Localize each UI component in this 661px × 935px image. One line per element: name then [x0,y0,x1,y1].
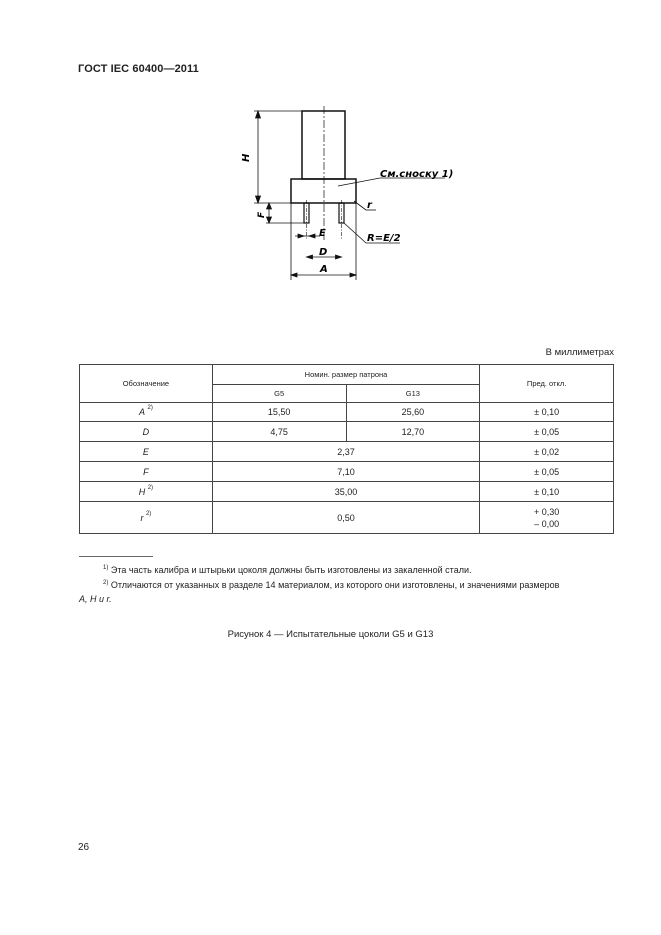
footnote-mark: 2) [147,405,153,411]
page-number: 26 [78,842,90,853]
dim-H-label: H [241,153,252,162]
cell-both: 7,10 [212,462,479,482]
cell-designation: F [143,466,149,477]
cell-both: 35,00 [212,482,479,502]
table-row [80,462,614,482]
cell-tolerance-lower: – 0,00 [534,518,560,529]
footnote-mark: 2) [145,510,152,517]
footnote-2 [103,578,623,592]
cell-g13: 12,70 [346,422,480,442]
header-g5: G5 [212,385,346,403]
footnote-2-continuation: A, H и r. [79,594,112,604]
footnote-mark: 2) [147,484,154,491]
cell-tolerance: ± 0,10 [480,403,614,422]
footnote-2-text: Отличаются от указанных в разделе 14 материалом, из которого они изготовлены, и значениями размеров [110,580,560,590]
dim-D-label: D [319,247,328,258]
cell-both: 0,50 [212,502,479,534]
cell-tolerance: ± 0,05 [480,422,614,442]
cell-designation: H [138,486,146,497]
figure-caption: Рисунок 4 — Испытательные цоколи G5 и G13 [227,629,434,640]
cell-tolerance: ± 0,05 [480,462,614,482]
table-row [80,442,614,462]
test-cap-drawing [240,100,460,285]
cell-g13: 25,60 [346,403,480,422]
cap-base [291,179,356,203]
radius-label: R=E/2 [367,233,401,244]
cell-designation: E [142,446,149,457]
cell-tolerance-upper: + 0,30 [533,506,560,517]
dimensions-table [79,364,614,534]
header-tolerance: Пред. откл. [480,365,614,403]
cell-g5: 4,75 [212,422,346,442]
header-nominal: Номин. размер патрона [212,365,479,385]
table-row [80,422,614,442]
dim-F-label: F [257,211,267,218]
table-row [80,403,614,422]
cell-designation: r [140,512,144,523]
header-designation: Обозначение [80,365,213,403]
cell-tolerance: ± 0,02 [480,442,614,462]
dim-A-label: A [320,264,328,275]
units-note: В миллиметрах [545,347,614,358]
footnote-1-mark: 1) [103,565,109,571]
dim-E-label: E [319,228,326,239]
footnote-2-mark: 2) [103,580,109,586]
cell-tolerance: ± 0,10 [480,482,614,502]
header-g13: G13 [346,385,480,403]
cell-g5: 15,50 [212,403,346,422]
table-row [80,502,614,534]
dim-r-label: r [367,200,372,211]
cap-upper-body [302,111,345,179]
cell-designation: D [142,426,150,437]
table-row [80,482,614,502]
footnote-ref-label: См.сноску 1) [380,169,454,180]
footnote-divider [79,556,153,557]
document-header: ГОСТ IEC 60400—2011 [78,63,199,75]
cell-both: 2,37 [212,442,479,462]
footnote-1-text: Эта часть калибра и штырьки цоколя должны быть изготовлены из закаленной стали. [110,565,472,575]
cell-designation: A [138,407,145,417]
footnote-1 [103,563,472,577]
